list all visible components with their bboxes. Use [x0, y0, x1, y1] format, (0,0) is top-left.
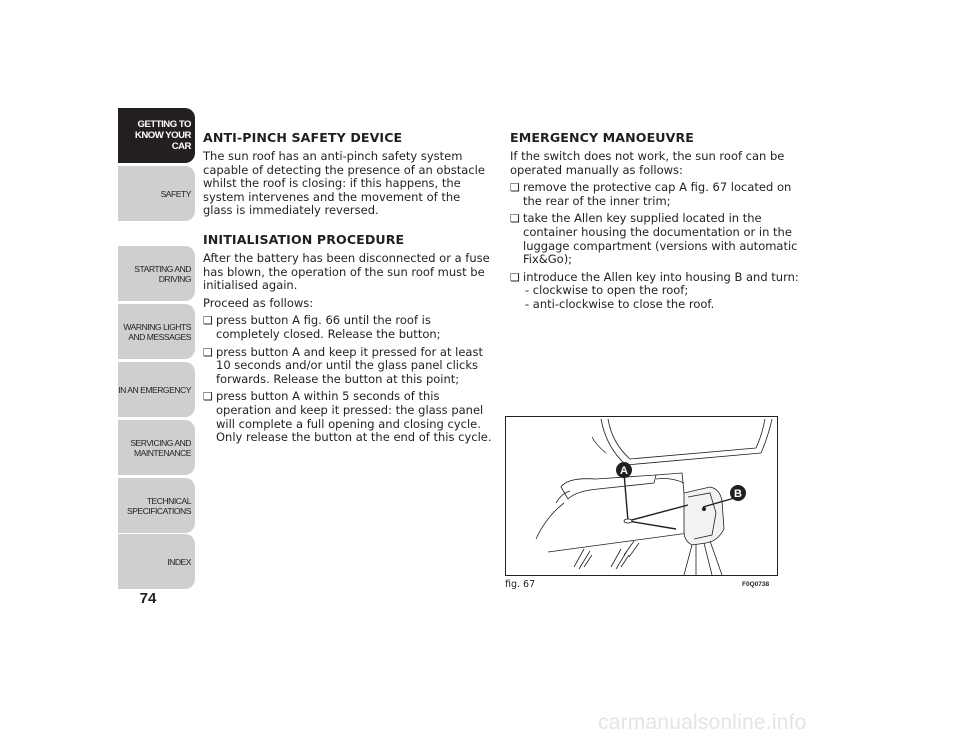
sub-item-anticlockwise: - anti-clockwise to close the roof.: [525, 296, 715, 311]
tab-index[interactable]: INDEX: [118, 534, 195, 589]
list-item: ❑ take the Allen key supplied located in the container housing the documentation or in the luggage compartment (versions with automatic Fix&Go);: [510, 212, 800, 266]
figure-67: [505, 416, 778, 576]
svg-text:A: A: [620, 465, 628, 477]
tab-servicing-and-maintenance[interactable]: SERVICING AND MAINTENANCE: [118, 420, 195, 475]
tab-in-an-emergency[interactable]: IN AN EMERGENCY: [118, 362, 195, 417]
emergency-steps: [510, 181, 800, 311]
heading-emergency-manoeuvre: EMERGENCY MANOEUVRE: [510, 130, 694, 145]
tab-getting-to-know-your-car[interactable]: GETTING TO KNOW YOUR CAR: [118, 108, 195, 163]
sunroof-illustration: [506, 417, 777, 575]
watermark: carmanualsonline.info: [598, 711, 807, 734]
paragraph-initialisation: After the battery has been disconnected or a fuse has blown, the operation of the sun roof must be initialised again.: [203, 250, 490, 293]
tab-technical-specifications[interactable]: TECHNICAL SPECIFICATIONS: [118, 478, 195, 533]
page-number: 74: [139, 590, 157, 607]
figure-code: F0Q0738: [742, 581, 770, 588]
callout-a: [616, 462, 632, 478]
svg-text:B: B: [734, 488, 742, 500]
heading-initialisation: INITIALISATION PROCEDURE: [203, 231, 405, 247]
right-column: [510, 126, 800, 316]
sub-item-clockwise: - clockwise to open the roof;: [525, 283, 689, 298]
paragraph-anti-pinch: The sun roof has an anti-pinch safety system capable of detecting the presence of an obstacle whilst the roof is closing: if this happens, the system intervenes and the movement of the glass is immediately reversed.: [203, 149, 485, 218]
left-column: [203, 126, 493, 449]
list-item: ❑ press button A and keep it pressed for at least 10 seconds and/or until the glass panel clicks forwards. Release the button at this point;: [203, 346, 493, 387]
list-item: ❑ press button A fig. 66 until the roof is completely closed. Release the button;: [203, 314, 493, 341]
callout-b: [730, 485, 746, 501]
list-item: [510, 271, 800, 312]
list-item-text: introduce the Allen key into housing B and turn:: [523, 269, 799, 284]
heading-anti-pinch: ANTI-PINCH SAFETY DEVICE: [203, 130, 403, 145]
tab-starting-and-driving[interactable]: STARTING AND DRIVING: [118, 246, 195, 301]
paragraph-emergency: If the switch does not work, the sun roof can be operated manually as follows:: [510, 149, 785, 177]
figure-caption: fig. 67: [505, 579, 536, 590]
tab-warning-lights[interactable]: WARNING LIGHTS AND MESSAGES: [118, 304, 195, 359]
list-item: ❑ press button A within 5 seconds of this operation and keep it pressed: the glass panel will complete a full opening and closing cycle. Only release the button at the end of this cycle.: [203, 390, 493, 444]
initialisation-steps: [203, 314, 493, 444]
list-item: ❑ remove the protective cap A fig. 67 located on the rear of the inner trim;: [510, 181, 800, 208]
tab-safety[interactable]: SAFETY: [118, 166, 195, 221]
paragraph-proceed: Proceed as follows:: [203, 295, 314, 310]
